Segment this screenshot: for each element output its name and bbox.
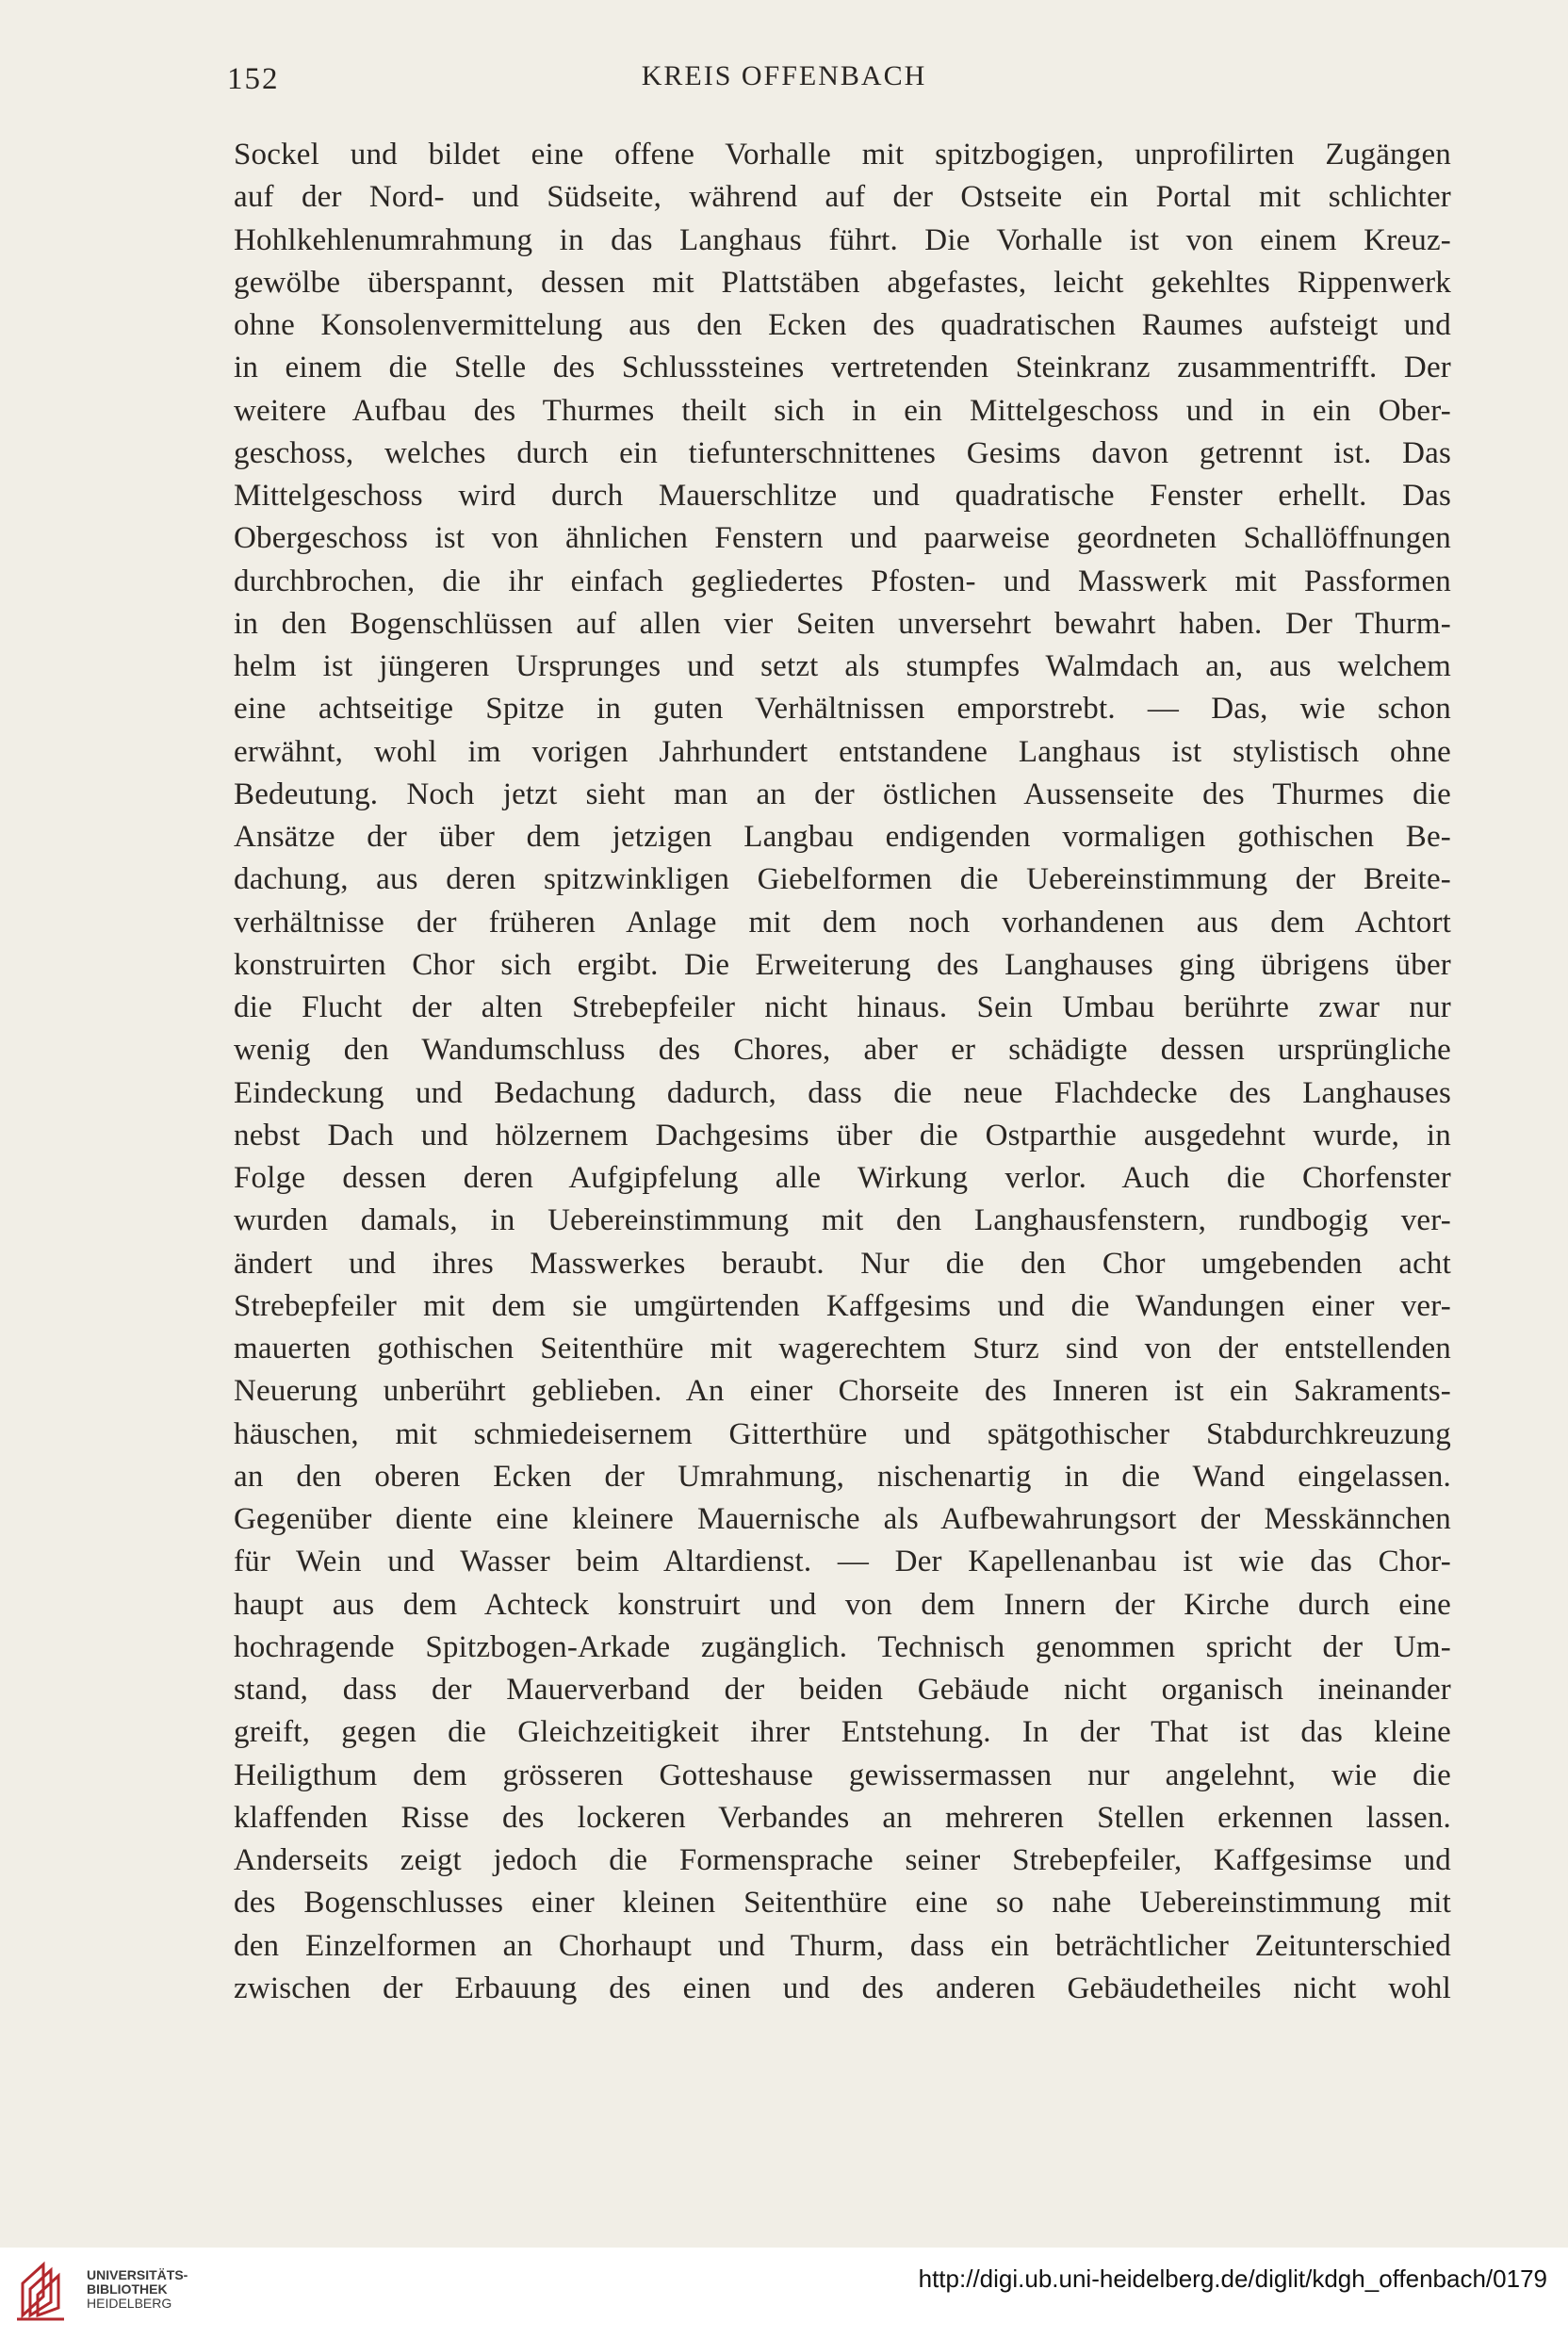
text-line: dachung, aus deren spitzwinkligen Giebelformen die Uebereinstimmung der Breite-: [234, 862, 1451, 897]
text-line: Ansätze der über dem jetzigen Langbau endigenden vormaligen gothischen Be-: [234, 820, 1451, 854]
logo-line-3: HEIDELBERG: [87, 2296, 172, 2311]
text-line: an den oberen Ecken der Umrahmung, nischenartig in die Wand eingelassen.: [234, 1459, 1451, 1494]
text-line: helm ist jüngeren Ursprunges und setzt als stumpfes Walmdach an, aus welchem: [234, 649, 1451, 683]
text-line: greift, gegen die Gleichzeitigkeit ihrer Entstehung. In der That ist das kleine: [234, 1715, 1451, 1750]
text-line: klaffenden Risse des lockeren Verbandes an mehreren Stellen erkennen lassen.: [234, 1800, 1451, 1835]
source-url-link[interactable]: http://digi.ub.uni-heidelberg.de/diglit/kdgh_offenbach/0179: [918, 2264, 1547, 2293]
text-line: Strebepfeiler mit dem sie umgürtenden Kaffgesims und die Wandungen einer ver-: [234, 1288, 1451, 1323]
text-line: den Einzelformen an Chorhaupt und Thurm, dass ein beträchtlicher Zeitunterschied: [234, 1928, 1451, 1963]
text-line: weitere Aufbau des Thurmes theilt sich in ein Mittelgeschoss und in ein Ober-: [234, 393, 1451, 428]
library-logo-icon[interactable]: [15, 2257, 72, 2323]
text-line: Obergeschoss ist von ähnlichen Fenstern und paarweise geordneten Schallöffnungen: [234, 521, 1451, 556]
text-line: Mittelgeschoss wird durch Mauerschlitze und quadratische Fenster erhellt. Das: [234, 479, 1451, 513]
text-line: Bedeutung. Noch jetzt sieht man an der östlichen Aussenseite des Thurmes die: [234, 777, 1451, 811]
text-line: in den Bogenschlüssen auf allen vier Seiten unversehrt bewahrt haben. Der Thurm-: [234, 606, 1451, 641]
text-line: gewölbe überspannt, dessen mit Plattstäben abgefastes, leicht gekehltes Rippenwerk: [234, 265, 1451, 300]
text-line: des Bogenschlusses einer kleinen Seitenthüre eine so nahe Uebereinstimmung mit: [234, 1886, 1451, 1921]
text-line: Anderseits zeigt jedoch die Formensprache seiner Strebepfeiler, Kaffgesimse und: [234, 1843, 1451, 1877]
text-line: erwähnt, wohl im vorigen Jahrhundert entstandene Langhaus ist stylistisch ohne: [234, 734, 1451, 769]
footer-bar: [0, 2248, 1568, 2338]
text-line: ändert und ihres Masswerkes beraubt. Nur die den Chor umgebenden acht: [234, 1246, 1451, 1281]
running-head: KREIS OFFENBACH: [641, 60, 927, 91]
body-text: [234, 134, 1451, 2010]
logo-line-1: UNIVERSITÄTS-: [87, 2267, 188, 2282]
logo-line-2: BIBLIOTHEK: [87, 2281, 168, 2297]
text-line: ohne Konsolenvermittelung aus den Ecken des quadratischen Raumes aufsteigt und: [234, 308, 1451, 342]
text-line: in einem die Stelle des Schlusssteines vertretenden Steinkranz zusammentrifft. Der: [234, 351, 1451, 385]
text-line: durchbrochen, die ihr einfach gegliedertes Pfosten- und Masswerk mit Passformen: [234, 564, 1451, 598]
text-line: Neuerung unberührt geblieben. An einer Chorseite des Inneren ist ein Sakraments-: [234, 1374, 1451, 1409]
text-line: mauerten gothischen Seitenthüre mit wagerechtem Sturz sind von der entstellenden: [234, 1332, 1451, 1365]
text-line: zwischen der Erbauung des einen und des anderen Gebäudetheiles nicht wohl: [234, 1970, 1451, 2005]
text-line: Heiligthum dem grösseren Gotteshause gewissermassen nur angelehnt, wie die: [234, 1758, 1451, 1792]
text-line: wenig den Wandumschluss des Chores, aber er schädigte dessen ursprüngliche: [234, 1033, 1451, 1068]
text-line: nebst Dach und hölzernem Dachgesims über die Ostparthie ausgedehnt wurde, in: [234, 1118, 1451, 1153]
page-number: 152: [227, 62, 280, 96]
text-line: Eindeckung und Bedachung dadurch, dass die neue Flachdecke des Langhauses: [234, 1075, 1451, 1110]
text-line: Sockel und bildet eine offene Vorhalle mit spitzbogigen, unprofilirten Zugängen: [234, 138, 1451, 172]
text-line: auf der Nord- und Südseite, während auf der Ostseite ein Portal mit schlichter: [234, 180, 1451, 215]
text-line: geschoss, welches durch ein tiefunterschnittenes Gesims davon getrennt ist. Das: [234, 435, 1451, 470]
text-line: für Wein und Wasser beim Altardienst. — Der Kapellenanbau ist wie das Chor-: [234, 1545, 1451, 1579]
text-line: konstruirten Chor sich ergibt. Die Erweiterung des Langhauses ging übrigens über: [234, 947, 1451, 982]
library-logo-text: [87, 2268, 188, 2311]
text-line: stand, dass der Mauerverband der beiden Gebäude nicht organisch ineinander: [234, 1673, 1451, 1707]
text-line: Folge dessen deren Aufgipfelung alle Wirkung verlor. Auch die Chorfenster: [234, 1161, 1451, 1195]
text-line: Gegenüber diente eine kleinere Mauernische als Aufbewahrungsort der Messkännchen: [234, 1502, 1451, 1536]
text-line: verhältnisse der früheren Anlage mit dem noch vorhandenen aus dem Achtort: [234, 905, 1451, 940]
text-line: häuschen, mit schmiedeisernem Gitterthüre und spätgothischer Stabdurchkreuzung: [234, 1416, 1451, 1451]
text-line: hochragende Spitzbogen-Arkade zugänglich. Technisch genommen spricht der Um-: [234, 1629, 1451, 1664]
text-line: wurden damals, in Uebereinstimmung mit den Langhausfenstern, rundbogig ver-: [234, 1203, 1451, 1238]
text-line: haupt aus dem Achteck konstruirt und von dem Innern der Kirche durch eine: [234, 1587, 1451, 1622]
text-line: Hohlkehlenumrahmung in das Langhaus führt. Die Vorhalle ist von einem Kreuz-: [234, 222, 1451, 257]
text-line: die Flucht der alten Strebepfeiler nicht hinaus. Sein Umbau berührte zwar nur: [234, 990, 1451, 1024]
text-line: eine achtseitige Spitze in guten Verhältnissen emporstrebt. — Das, wie schon: [234, 692, 1451, 727]
